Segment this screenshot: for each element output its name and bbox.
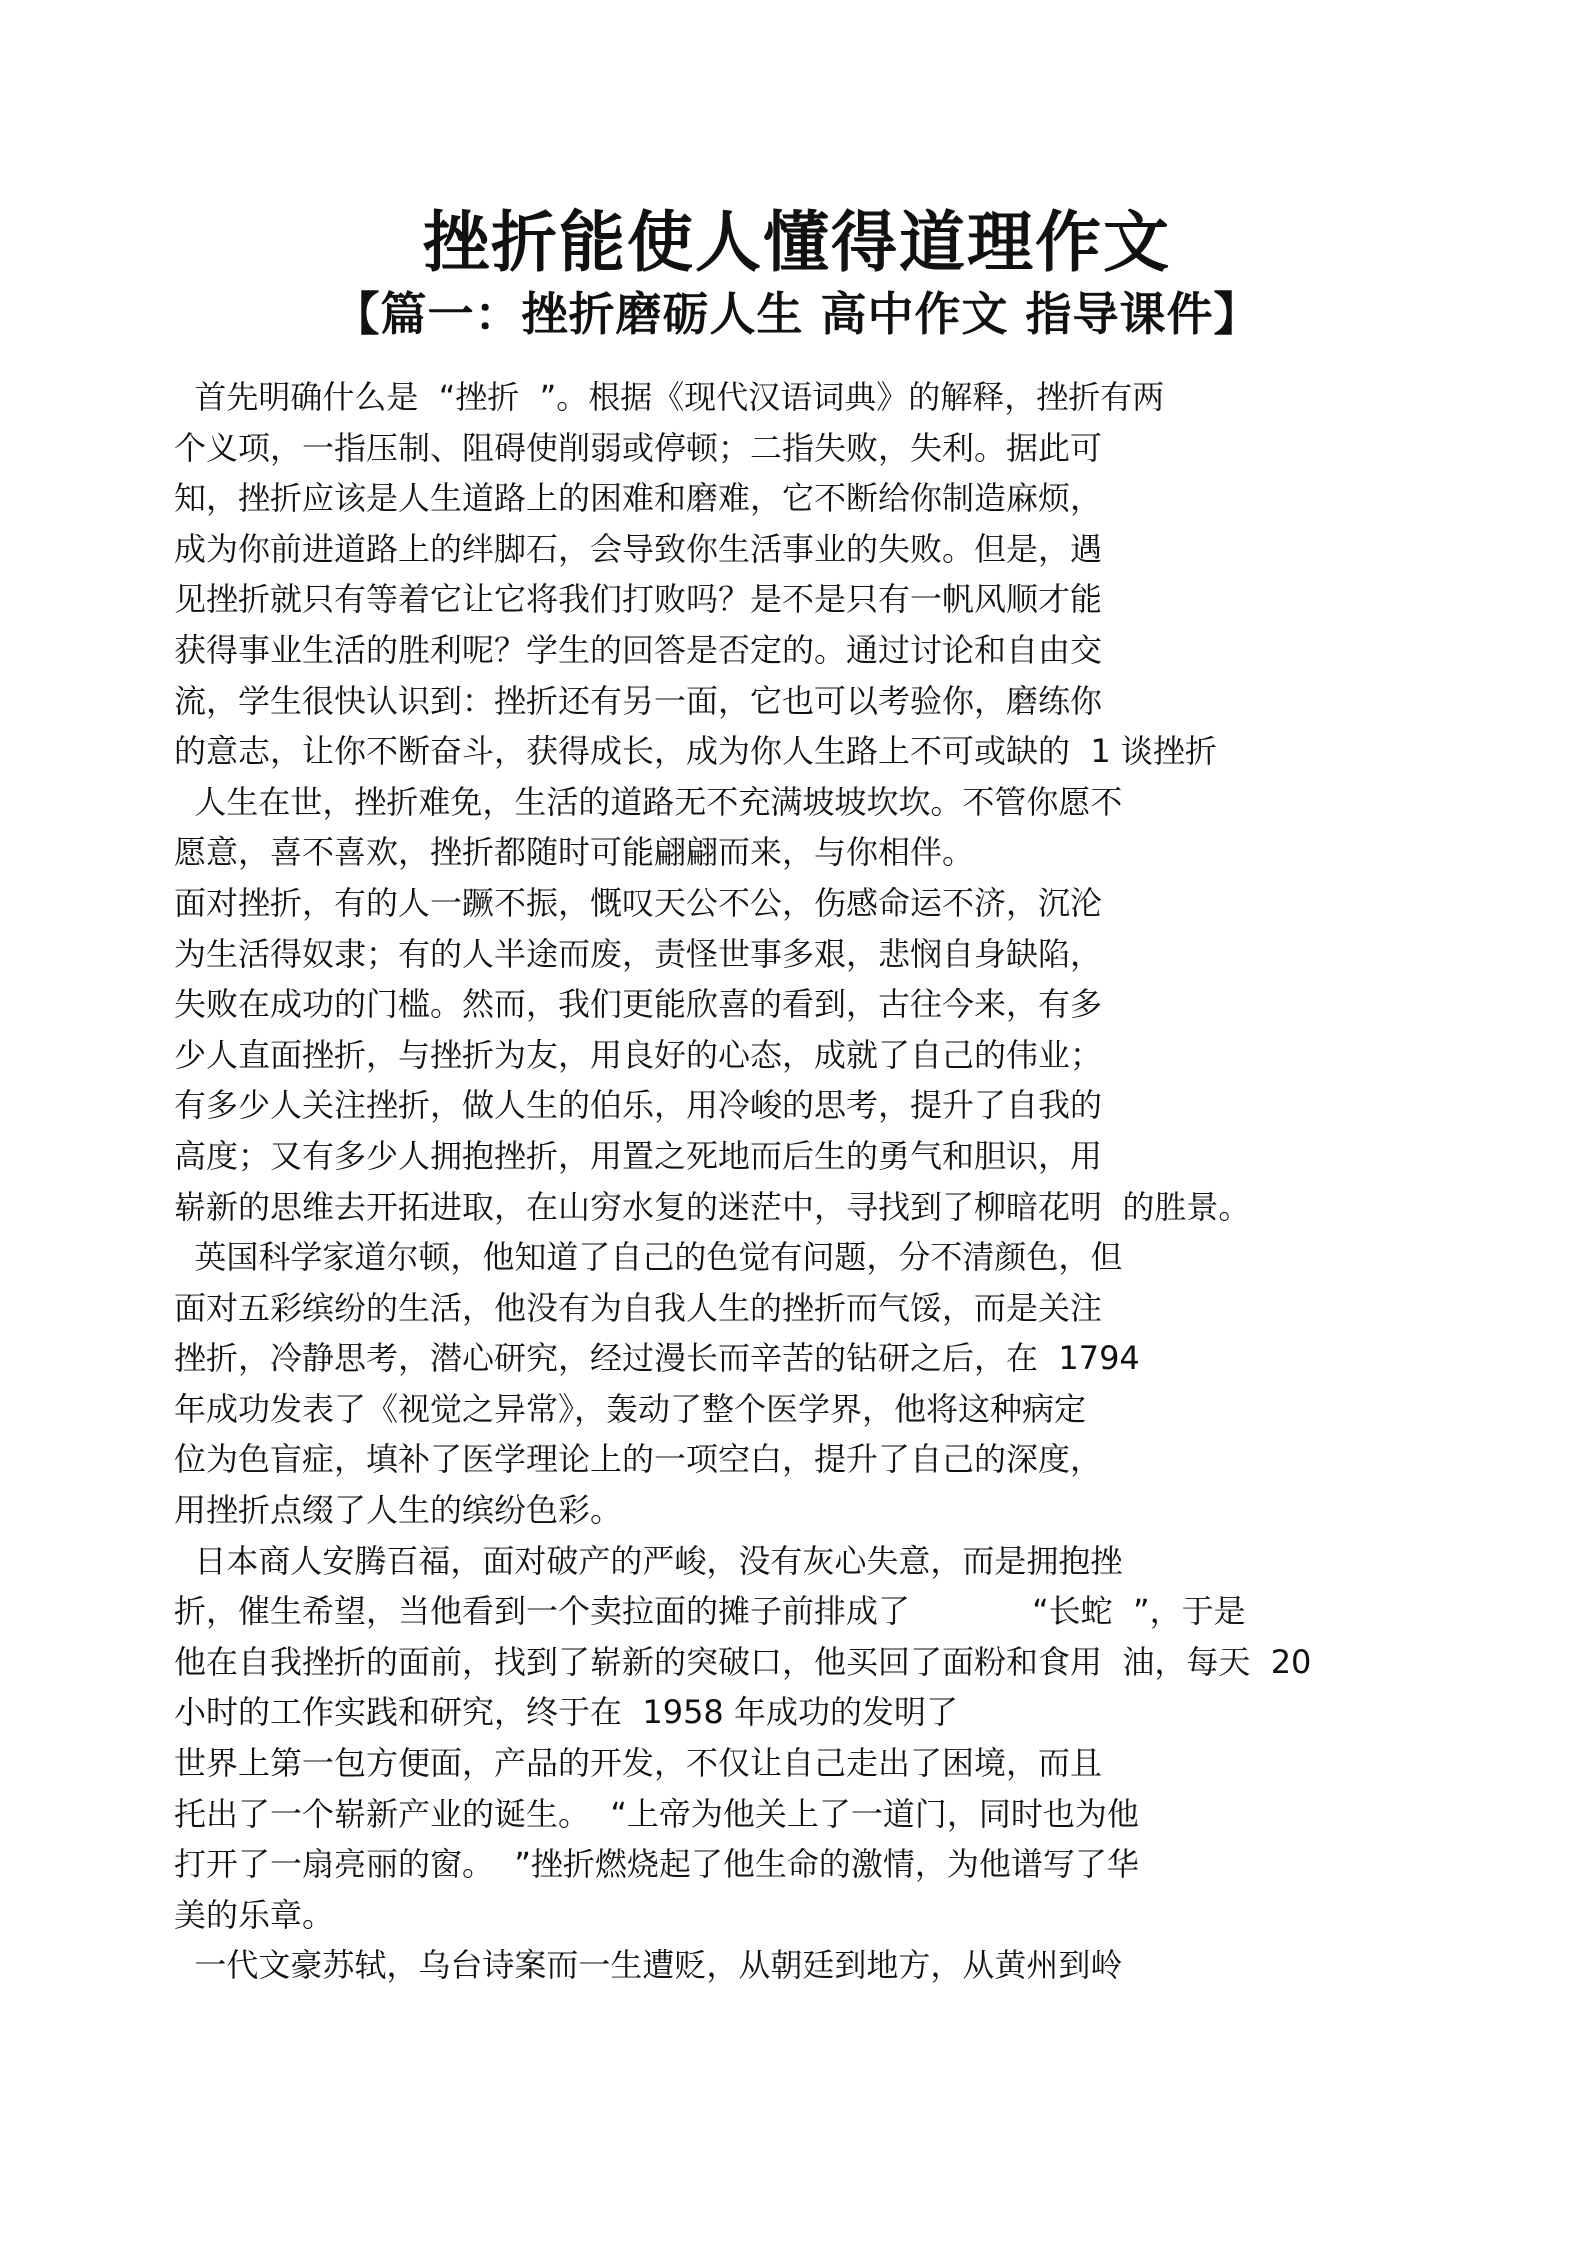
text-line: 挫折，冷静思考，潜心研究，经过漫长而辛苦的钻研之后，在 1794 — [174, 1339, 1140, 1378]
text-line: 折，催生希望，当他看到一个卖拉面的摊子前排成了 “长蛇 ”，于是 — [174, 1592, 1246, 1631]
text-line: 日本商人安腾百福，面对破产的严峻，没有灰心失意，而是拥抱挫 — [174, 1541, 1123, 1580]
text-line: 他在自我挫折的面前，找到了崭新的突破口，他买回了面粉和食用 油，每天 20 — [174, 1642, 1312, 1681]
text-line: 失败在成功的门槛。然而，我们更能欣喜的看到，古往今来，有多 — [174, 985, 1103, 1024]
text-line: 高度；又有多少人拥抱挫折，用置之死地而后生的勇气和胆识，用 — [174, 1136, 1103, 1175]
text-line: 世界上第一包方便面，产品的开发，不仅让自己走出了困境，而且 — [174, 1744, 1103, 1783]
text-line: 面对挫折，有的人一蹶不振，慨叹天公不公，伤感命运不济，沉沦 — [174, 883, 1103, 922]
document-subtitle: 【篇一：挫折磨砺人生 高中作文 指导课件】 — [333, 287, 1261, 341]
text-line: 的意志，让你不断奋斗，获得成长，成为你人生路上不可或缺的 1 谈挫折 — [174, 732, 1217, 771]
text-line: 位为色盲症，填补了医学理论上的一项空白，提升了自己的深度， — [174, 1440, 1103, 1479]
text-line: 面对五彩缤纷的生活，他没有为自我人生的挫折而气馁，而是关注 — [174, 1288, 1103, 1327]
text-line: 英国科学家道尔顿，他知道了自己的色觉有问题，分不清颜色，但 — [174, 1238, 1123, 1277]
text-line: 托出了一个崭新产业的诞生。 “上帝为他关上了一道门，同时也为他 — [174, 1794, 1139, 1833]
text-line: 打开了一扇亮丽的窗。 ”挫折燃烧起了他生命的激情，为他谱写了华 — [174, 1845, 1139, 1884]
text-line: 用挫折点缀了人生的缤纷色彩。 — [174, 1491, 623, 1530]
text-line: 流，学生很快认识到：挫折还有另一面，它也可以考验你，磨练你 — [174, 681, 1103, 720]
text-line: 见挫折就只有等着它让它将我们打败吗？是不是只有一帆风顺才能 — [174, 580, 1103, 619]
text-line: 首先明确什么是 “挫折 ”。根据《现代汉语词典》的解释，挫折有两 — [174, 378, 1165, 416]
text-line: 获得事业生活的胜利呢？学生的回答是否定的。通过讨论和自由交 — [174, 630, 1103, 669]
text-line: 崭新的思维去开拓进取，在山穷水复的迷茫中，寻找到了柳暗花明 的胜景。 — [174, 1187, 1251, 1226]
text-line: 成为你前进道路上的绊脚石，会导致你生活事业的失败。但是，遇 — [174, 529, 1103, 568]
text-line: 人生在世，挫折难免，生活的道路无不充满坡坡坎坎。不管你愿不 — [174, 782, 1123, 821]
text-line: 知，挫折应该是人生道路上的困难和磨难，它不断给你制造麻烦， — [174, 479, 1103, 518]
text-line: 愿意，喜不喜欢，挫折都随时可能翩翩而来，与你相伴。 — [174, 833, 975, 872]
text-line: 年成功发表了《视觉之异常》，轰动了整个医学界，他将这种病定 — [174, 1389, 1087, 1428]
text-line: 小时的工作实践和研究，终于在 1958 年成功的发明了 — [174, 1693, 958, 1732]
text-line: 少人直面挫折，与挫折为友，用良好的心态，成就了自己的伟业； — [174, 1035, 1103, 1074]
text-line: 一代文豪苏轼，乌台诗案而一生遭贬，从朝廷到地方，从黄州到岭 — [174, 1946, 1123, 1985]
text-line: 有多少人关注挫折，做人生的伯乐，用冷峻的思考，提升了自我的 — [174, 1086, 1103, 1125]
text-line: 美的乐章。 — [174, 1895, 335, 1934]
body-text — [174, 372, 1574, 1991]
text-line: 为生活得奴隶；有的人半途而废，责怪世事多艰，悲悯自身缺陷， — [174, 934, 1103, 973]
text-line: 个义项，一指压制、阻碍使削弱或停顿；二指失败，失利。据此可 — [174, 428, 1103, 467]
document-title: 挫折能使人懂得道理作文 — [423, 204, 1171, 281]
